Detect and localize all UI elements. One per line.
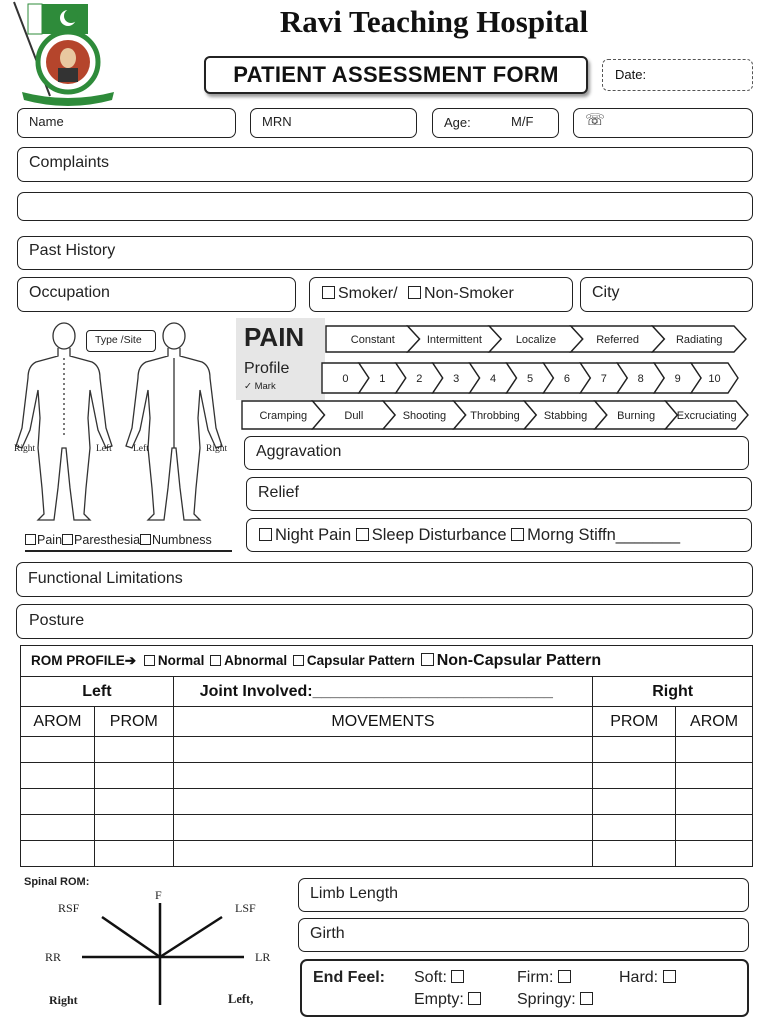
empty-checkbox[interactable] [468, 992, 481, 1005]
end-feel-label: End Feel: [313, 969, 386, 986]
smoking-options [322, 285, 514, 303]
rom-capsular-label: Capsular Pattern [306, 653, 415, 668]
rom-col-arom-right: AROM [676, 707, 753, 737]
end-feel-hard [619, 969, 679, 987]
pain-scale-label: 6 [563, 373, 570, 385]
pain-subtitle: Profile [244, 360, 290, 377]
back-right-label: Right [206, 444, 228, 454]
table-cell[interactable] [593, 737, 676, 763]
table-row [21, 841, 753, 867]
date-field[interactable] [602, 59, 753, 91]
hard-label: Hard: [619, 969, 659, 986]
non-smoker-label: Non-Smoker [424, 285, 514, 302]
morning-stiffness-checkbox[interactable] [511, 528, 524, 541]
table-cell[interactable] [173, 737, 593, 763]
pain-quality-label: Burning [617, 410, 656, 422]
table-cell[interactable] [676, 763, 753, 789]
occupation-label: Occupation [29, 284, 110, 301]
pain-scale-label: 3 [453, 373, 460, 385]
table-cell[interactable] [593, 841, 676, 867]
table-cell[interactable] [21, 815, 95, 841]
table-cell[interactable] [21, 789, 95, 815]
body-chart-front [16, 323, 112, 520]
girth-field[interactable] [298, 918, 749, 952]
back-left-label: Left [133, 444, 149, 454]
pain-quality-label: Shooting [402, 410, 447, 422]
complaints-continued-field[interactable] [17, 192, 753, 221]
rom-normal-checkbox[interactable] [144, 655, 155, 666]
front-right-label: Right [14, 444, 36, 454]
pain-scale-label: 10 [708, 373, 721, 385]
pain-scale-label: 4 [490, 373, 497, 385]
rom-right-header: Right [593, 677, 753, 707]
spinal-f-label: F [155, 888, 162, 902]
pain-scale-label: 0 [342, 373, 349, 385]
rom-profile-label: ROM PROFILE➔ [31, 653, 137, 668]
table-cell[interactable] [94, 815, 173, 841]
table-cell[interactable] [94, 789, 173, 815]
legend-underline [25, 550, 232, 552]
pain-pattern-label: Radiating [675, 334, 723, 346]
numbness-checkbox[interactable] [140, 534, 151, 545]
body-chart-legend [25, 533, 212, 547]
empty-label: Empty: [414, 991, 464, 1008]
relief-field[interactable] [246, 477, 752, 511]
soft-checkbox[interactable] [451, 970, 464, 983]
mrn-label: MRN [262, 114, 292, 129]
springy-label: Springy: [517, 991, 576, 1008]
table-cell[interactable] [94, 763, 173, 789]
past-history-label: Past History [29, 242, 116, 259]
table-cell[interactable] [94, 737, 173, 763]
spinal-lsf-label: LSF [235, 901, 256, 915]
end-feel-springy [517, 991, 596, 1009]
pain-scale-label: 2 [416, 373, 423, 385]
pain-pattern-row [326, 326, 746, 352]
date-label: Date: [615, 67, 647, 82]
spinal-right-label: Right [49, 993, 78, 1007]
spinal-rr-label: RR [45, 950, 62, 964]
rom-col-movements: MOVEMENTS [173, 707, 593, 737]
table-cell[interactable] [173, 763, 593, 789]
table-row [21, 763, 753, 789]
rom-profile-cell [21, 646, 753, 677]
table-cell[interactable] [593, 789, 676, 815]
phone-icon: ☏ [585, 112, 606, 129]
pain-mark-hint: ✓ Mark [244, 381, 276, 392]
end-feel-empty [414, 991, 484, 1009]
pain-quality-label: Excruciating [676, 410, 737, 422]
age-label: Age: [444, 115, 471, 130]
hospital-name: Ravi Teaching Hospital [279, 4, 589, 39]
pain-scale-row [322, 363, 738, 393]
aggravation-label: Aggravation [256, 443, 342, 460]
firm-label: Firm: [517, 969, 554, 986]
body-chart-back [126, 323, 222, 520]
complaints-label: Complaints [29, 154, 110, 171]
rom-joint-involved[interactable]: Joint Involved:___________________________ [173, 677, 593, 707]
rom-abnormal-label: Abnormal [224, 653, 288, 668]
rom-left-header: Left [21, 677, 174, 707]
rom-col-prom-left: PROM [94, 707, 173, 737]
table-cell[interactable] [21, 737, 95, 763]
end-feel-soft [414, 969, 467, 987]
pain-scale-label: 5 [526, 373, 534, 385]
table-cell[interactable] [676, 737, 753, 763]
rom-capsular-checkbox[interactable] [293, 655, 304, 666]
rom-non-capsular-label: Non-Capsular Pattern [436, 652, 602, 669]
table-cell[interactable] [676, 789, 753, 815]
rom-side-header-row [21, 677, 753, 707]
table-row [21, 789, 753, 815]
table-cell[interactable] [173, 815, 593, 841]
smoker-checkbox[interactable] [322, 286, 335, 299]
rom-column-header-row [21, 707, 753, 737]
pain-scale-label: 8 [637, 373, 644, 385]
pain-pattern-label: Intermittent [426, 334, 482, 346]
rom-col-prom-right: PROM [593, 707, 676, 737]
pain-quality-label: Cramping [259, 410, 308, 422]
spinal-rom-title: Spinal ROM: [24, 876, 90, 888]
rom-non-capsular-checkbox[interactable] [421, 653, 434, 666]
city-label: City [592, 284, 620, 301]
soft-label: Soft: [414, 969, 447, 986]
sleep-disturbance-label: Sleep Disturbance [371, 526, 507, 544]
table-cell[interactable] [593, 815, 676, 841]
pain-pattern-label: Localize [515, 334, 557, 346]
name-label: Name [29, 114, 64, 129]
complaints-field[interactable] [17, 147, 753, 182]
past-history-field[interactable] [17, 236, 753, 270]
non-smoker-checkbox[interactable] [408, 286, 421, 299]
rom-table [20, 645, 753, 867]
rom-normal-label: Normal [157, 653, 205, 668]
pain-checkbox[interactable] [25, 534, 36, 545]
firm-checkbox[interactable] [558, 970, 571, 983]
hard-checkbox[interactable] [663, 970, 676, 983]
pain-quality-row [242, 401, 748, 429]
rom-abnormal-checkbox[interactable] [210, 655, 221, 666]
night-pain-checkbox[interactable] [259, 528, 272, 541]
posture-label: Posture [29, 612, 85, 629]
springy-checkbox[interactable] [580, 992, 593, 1005]
table-cell[interactable] [676, 815, 753, 841]
end-feel-firm [517, 969, 574, 987]
pain-quality-label: Stabbing [543, 410, 588, 422]
night-symptoms-options [259, 526, 680, 545]
table-cell[interactable] [21, 841, 95, 867]
table-cell[interactable] [173, 841, 593, 867]
legend-numbness: Numbness [152, 533, 212, 547]
table-row [21, 815, 753, 841]
legend-pain: Pain [37, 533, 63, 547]
spinal-lr-label: LR [255, 950, 271, 964]
table-cell[interactable] [21, 763, 95, 789]
morning-stiffness-label: Morng Stiffn_______ [527, 526, 681, 544]
form-title: PATIENT ASSESSMENT FORM [204, 56, 588, 94]
limb-length-label: Limb Length [310, 885, 399, 902]
type-site-label: Type /Site [95, 334, 142, 346]
spinal-rsf-label: RSF [58, 901, 80, 915]
pain-scale-label: 9 [674, 373, 681, 385]
pain-quality-label: Throbbing [470, 410, 520, 422]
table-cell[interactable] [593, 763, 676, 789]
pain-title: PAIN [244, 322, 305, 352]
posture-field[interactable] [16, 604, 753, 639]
night-pain-label: Night Pain [275, 526, 352, 544]
pain-quality-label: Dull [344, 410, 364, 422]
rom-col-arom-left: AROM [21, 707, 95, 737]
paresthesia-checkbox[interactable] [62, 534, 73, 545]
sleep-disturbance-checkbox[interactable] [356, 528, 369, 541]
table-cell[interactable] [94, 841, 173, 867]
pain-pattern-label: Constant [350, 334, 395, 346]
pain-pattern-label: Referred [596, 334, 639, 346]
smoker-label: Smoker/ [338, 285, 398, 302]
spinal-left-label: Left, [228, 992, 254, 1006]
table-cell[interactable] [173, 789, 593, 815]
table-row [21, 737, 753, 763]
relief-label: Relief [258, 484, 299, 501]
rom-profile-row [21, 646, 753, 677]
table-cell[interactable] [676, 841, 753, 867]
pain-scale-label: 1 [379, 373, 386, 385]
functional-limitations-label: Functional Limitations [28, 570, 183, 587]
spinal-rom-diagram[interactable] [80, 895, 245, 1007]
pain-chevrons [240, 324, 752, 434]
pain-scale-label: 7 [600, 373, 607, 385]
legend-paresthesia: Paresthesia [74, 533, 141, 547]
girth-label: Girth [310, 925, 345, 942]
front-left-label: Left [96, 444, 112, 454]
sex-label: M/F [511, 114, 534, 129]
